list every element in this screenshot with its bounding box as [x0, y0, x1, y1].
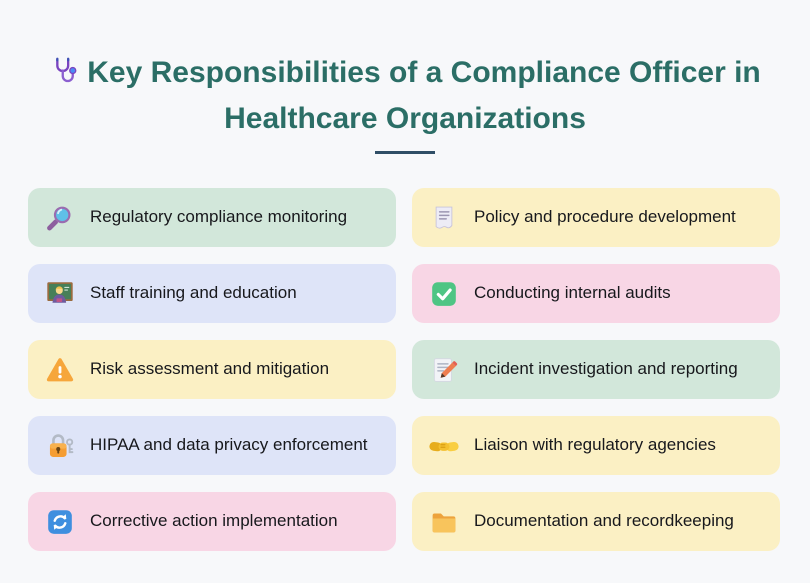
card-policy-procedure-development [412, 188, 780, 247]
card-hipaa-data-privacy-enforcement [28, 416, 396, 475]
card-label: Incident investigation and reporting [474, 359, 738, 379]
page-title-text: Key Responsibilities of a Compliance Officer in Healthcare Organizations [87, 56, 761, 135]
card-conducting-internal-audits [412, 264, 780, 323]
stethoscope-icon [49, 56, 79, 98]
magnifying-glass-icon [45, 203, 75, 233]
card-label: Conducting internal audits [474, 283, 671, 303]
card-risk-assessment-mitigation [28, 340, 396, 399]
card-corrective-action-implementation [28, 492, 396, 551]
card-label: Liaison with regulatory agencies [474, 435, 716, 455]
responsibilities-grid [0, 188, 810, 551]
card-label: Policy and procedure development [474, 207, 736, 227]
page-title [45, 52, 765, 140]
card-liaison-regulatory-agencies [412, 416, 780, 475]
card-label: Documentation and recordkeeping [474, 511, 734, 531]
header [0, 0, 810, 154]
teacher-icon [45, 279, 75, 309]
card-staff-training-education [28, 264, 396, 323]
card-incident-investigation-reporting [412, 340, 780, 399]
card-label: Regulatory compliance monitoring [90, 207, 348, 227]
page-with-curl-icon [429, 203, 459, 233]
lock-with-key-icon [45, 431, 75, 461]
folder-icon [429, 507, 459, 537]
check-mark-icon [429, 279, 459, 309]
memo-icon [429, 355, 459, 385]
card-documentation-recordkeeping [412, 492, 780, 551]
card-label: Staff training and education [90, 283, 297, 303]
handshake-icon [429, 431, 459, 461]
card-label: Corrective action implementation [90, 511, 338, 531]
card-regulatory-compliance-monitoring [28, 188, 396, 247]
card-label: HIPAA and data privacy enforcement [90, 435, 368, 455]
warning-icon [45, 355, 75, 385]
refresh-icon [45, 507, 75, 537]
title-underline [375, 151, 435, 154]
card-label: Risk assessment and mitigation [90, 359, 330, 379]
